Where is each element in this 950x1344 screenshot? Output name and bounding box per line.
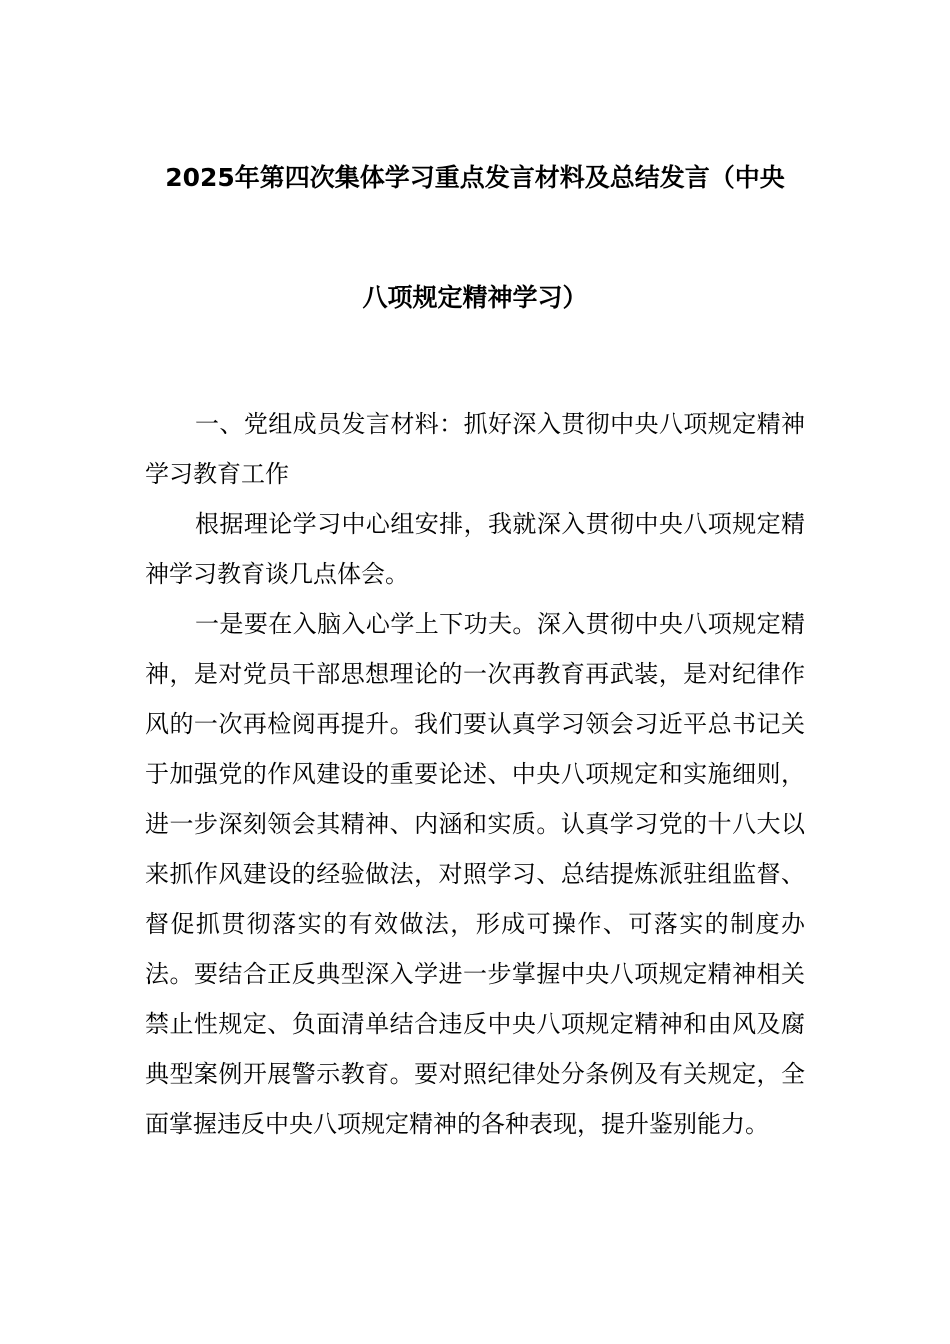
section-heading-paragraph: 一、党组成员发言材料：抓好深入贯彻中央八项规定精神学习教育工作	[145, 410, 805, 488]
document-body	[145, 399, 805, 1149]
point-one-paragraph: 一是要在入脑入心学上下功夫。深入贯彻中央八项规定精神，是对党员干部思想理论的一次再教育再武装，是对纪律作风的一次再检阅再提升。我们要认真学习领会习近平总书记关于加强党的作风建设的重要论述、中央八项规定和实施细则，进一步深刻领会其精神、内涵和实质。认真学习党的十八大以来抓作风建设的经验做法，对照学习、总结提炼派驻组监督、督促抓贯彻落实的有效做法，形成可操作、可落实的制度办法。要结合正反典型深入学进一步掌握中央八项规定精神相关禁止性规定、负面清单结合违反中央八项规定精神和由风及腐典型案例开展警示教育。要对照纪律处分条例及有关规定，全面掌握违反中央八项规定精神的各种表现，提升鉴别能力。	[145, 610, 805, 1138]
document-title-line-1: 2025年第四次集体学习重点发言材料及总结发言（中央	[165, 163, 785, 192]
document-title-line-2: 八项规定精神学习）	[362, 283, 588, 312]
intro-paragraph: 根据理论学习中心组安排，我就深入贯彻中央八项规定精神学习教育谈几点体会。	[145, 510, 805, 588]
